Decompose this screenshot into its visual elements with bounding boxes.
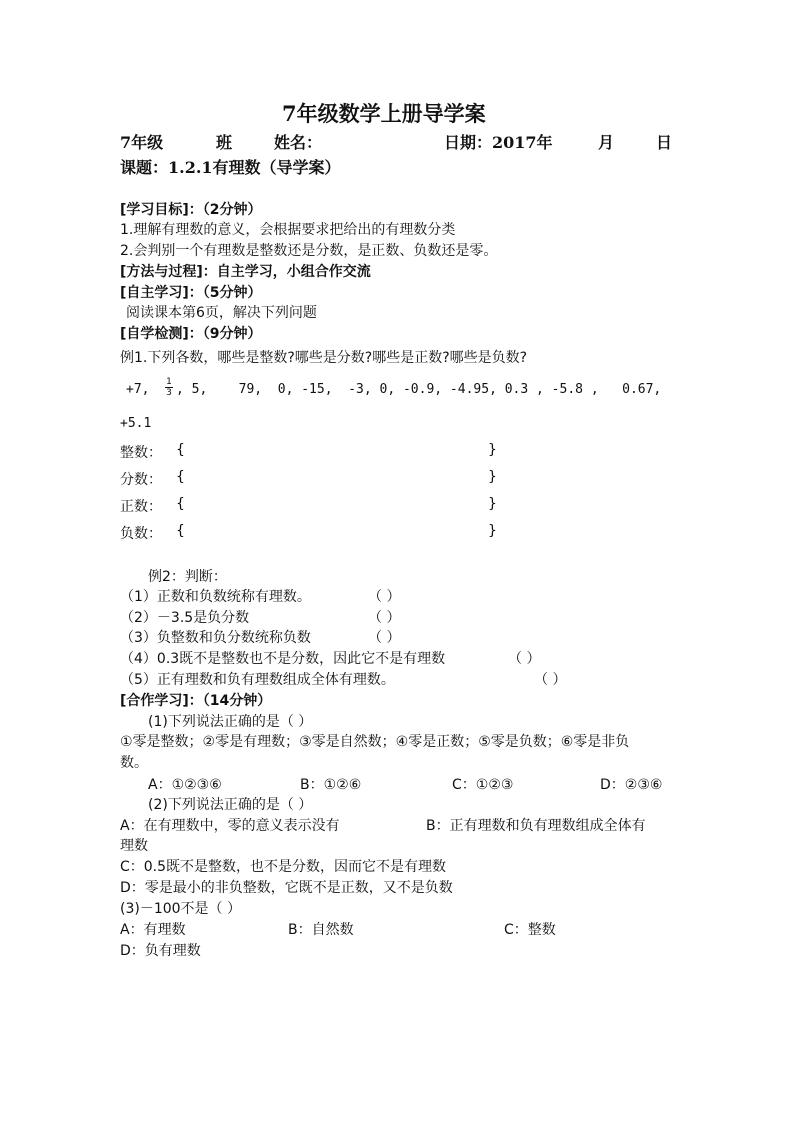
- question3-stem: (3)－100不是（ ）: [120, 901, 242, 917]
- fraction-numerator: 1: [166, 377, 172, 387]
- judgment-item: （3）负整数和负分数统称负数: [120, 630, 311, 646]
- name-label: 姓名：: [274, 133, 323, 152]
- set-close-brace: }: [488, 496, 497, 512]
- question1-statements: ①零是整数；②零是有理数；③零是自然数；④零是正数；⑤零是负数；⑥零是非负: [120, 734, 630, 750]
- question2-option-b: B：正有理数和负有理数组成全体有: [426, 818, 646, 834]
- answer-paren: （ ）: [508, 651, 541, 667]
- question3-option-a: A：有理数: [120, 922, 186, 938]
- cooperative-heading: [合作学习]：（14分钟）: [120, 693, 272, 709]
- answer-paren: （ ）: [534, 672, 567, 688]
- set-label-fractions: 分数：: [120, 472, 162, 488]
- set-label-negatives: 负数：: [120, 526, 162, 542]
- example1-numbers-rest: , 5, 79, 0, -15, -3, 0, -0.9, -4.95, 0.3 , -5.8 , 0.67,: [176, 382, 662, 397]
- answer-paren: （ ）: [368, 610, 401, 626]
- question2-option-d: D：零是最小的非负整数，它既不是正数，又不是负数: [120, 880, 453, 896]
- set-open-brace: {: [176, 523, 185, 539]
- question1-option-d: D：②③⑥: [600, 777, 663, 793]
- example2-heading: 例2：判断：: [148, 569, 227, 585]
- date-label: 日期：2017年: [444, 133, 553, 152]
- judgment-item: （2）－3.5是负分数: [120, 610, 250, 626]
- set-open-brace: {: [176, 469, 185, 485]
- objectives-heading: [学习目标]：（2分钟）: [120, 202, 262, 218]
- answer-paren: （ ）: [368, 589, 401, 605]
- question1-option-a: A：①②③⑥: [148, 777, 222, 793]
- question1-option-b: B：①②⑥: [300, 777, 362, 793]
- question2-option-b-cont: 理数: [120, 838, 148, 854]
- set-close-brace: }: [488, 469, 497, 485]
- set-label-integers: 整数：: [120, 445, 162, 461]
- question2-option-a: A：在有理数中，零的意义表示没有: [120, 818, 340, 834]
- objective-item: 1.理解有理数的意义，会根据要求把给出的有理数分类: [120, 222, 456, 238]
- day-label: 日: [656, 133, 673, 152]
- set-close-brace: }: [488, 442, 497, 458]
- answer-paren: （ ）: [368, 630, 401, 646]
- set-label-positives: 正数：: [120, 499, 162, 515]
- fraction-denominator: 3: [166, 388, 172, 398]
- question2-option-c: C：0.5既不是整数，也不是分数，因而它不是有理数: [120, 859, 447, 875]
- judgment-item: （5）正有理数和负有理数组成全体有理数。: [120, 672, 395, 688]
- objective-item: 2.会判别一个有理数是整数还是分数，是正数、负数还是零。: [120, 243, 498, 259]
- judgment-item: （1）正数和负数统称有理数。: [120, 589, 311, 605]
- question3-option-b: B：自然数: [288, 922, 354, 938]
- question1-stem: (1)下列说法正确的是（ ）: [148, 714, 313, 730]
- question2-stem: (2)下列说法正确的是（ ）: [148, 797, 313, 813]
- set-open-brace: {: [176, 496, 185, 512]
- class-label: 班: [216, 133, 233, 152]
- question1-statements-cont: 数。: [120, 755, 148, 771]
- set-close-brace: }: [488, 523, 497, 539]
- question3-option-c: C：整数: [504, 922, 556, 938]
- month-label: 月: [598, 133, 615, 152]
- example1-numbers-start: +7,: [126, 382, 150, 397]
- topic-line: 课题：1.2.1有理数（导学案）: [120, 158, 341, 177]
- method-line: [方法与过程]：自主学习，小组合作交流: [120, 264, 371, 280]
- self-study-text: 阅读课本第6页，解决下列问题: [126, 305, 317, 321]
- judgment-item: （4）0.3既不是整数也不是分数，因此它不是有理数: [120, 651, 446, 667]
- example1-numbers-end: +5.1: [120, 416, 152, 431]
- example1-question: 例1.下列各数，哪些是整数?哪些是分数?哪些是正数?哪些是负数?: [120, 350, 528, 366]
- question3-option-d: D：负有理数: [120, 943, 201, 959]
- grade-label: 7年级: [120, 133, 164, 152]
- fraction-one-third: [164, 377, 174, 398]
- self-study-heading: [自主学习]：（5分钟）: [120, 285, 262, 301]
- question1-option-c: C：①②③: [452, 777, 514, 793]
- self-check-heading: [自学检测]：（9分钟）: [120, 326, 262, 342]
- page-title: 7年级数学上册导学案: [282, 101, 486, 126]
- set-open-brace: {: [176, 442, 185, 458]
